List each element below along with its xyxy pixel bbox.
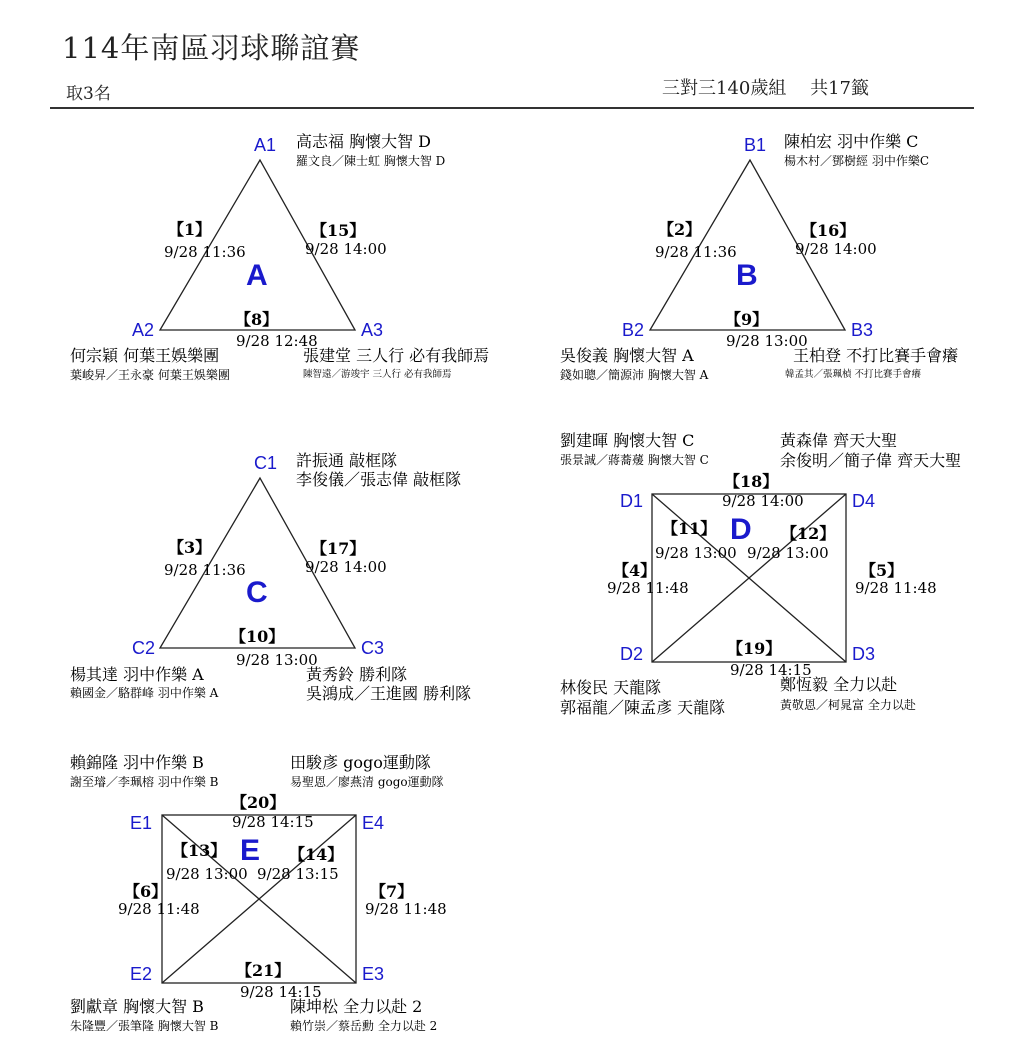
team-e4-name: 田駿彥 gogo運動隊 xyxy=(290,753,431,772)
match-number: 【20】 xyxy=(231,793,286,812)
vertex-c2-label: C2 xyxy=(132,638,156,658)
vertex-d4-label: D4 xyxy=(852,491,876,511)
vertex-e3-label: E3 xyxy=(362,964,385,984)
group-d-name: D xyxy=(730,513,752,546)
team-a2-name: 何宗穎 何葉王娛樂團 xyxy=(70,346,220,365)
team-e2-name: 劉獻章 胸懷大智 B xyxy=(70,997,204,1016)
match-number: 【11】 xyxy=(662,519,717,538)
match-time: 9/28 13:00 xyxy=(655,544,737,562)
team-c2-name: 楊其達 羽中作樂 A xyxy=(70,665,204,684)
match-number: 【17】 xyxy=(311,539,366,558)
match-time: 9/28 11:36 xyxy=(655,243,737,261)
team-a1-players: 羅文良／陳士虹 胸懷大智 D xyxy=(296,154,446,168)
match-number: 【7】 xyxy=(370,882,414,901)
match-time: 9/28 14:15 xyxy=(240,983,322,1001)
vertex-a3-label: A3 xyxy=(361,320,384,340)
match-number: 【12】 xyxy=(781,524,836,543)
vertex-b1-label: B1 xyxy=(744,135,767,155)
match-number: 【16】 xyxy=(801,221,856,240)
match-number: 【3】 xyxy=(168,538,212,557)
team-d3-players: 黃敬恩／柯晁富 全力以赴 xyxy=(780,698,916,712)
team-c3-name: 黃秀鈴 勝利隊 xyxy=(306,665,408,684)
vertex-a2-label: A2 xyxy=(132,320,155,340)
team-c2-players: 賴國金／駱群峰 羽中作樂 A xyxy=(70,686,219,700)
team-e1-players: 謝至璿／李珮榕 羽中作樂 B xyxy=(70,775,219,789)
match-number: 【6】 xyxy=(124,882,168,901)
team-a1-name: 高志福 胸懷大智 D xyxy=(296,132,432,151)
team-b2-name: 吳俊義 胸懷大智 A xyxy=(560,346,694,365)
match-time: 9/28 14:00 xyxy=(305,240,387,258)
vertex-b3-label: B3 xyxy=(851,320,874,340)
vertex-a1-label: A1 xyxy=(254,135,277,155)
match-number: 【4】 xyxy=(613,561,657,580)
match-time: 9/28 13:00 xyxy=(166,865,248,883)
match-time: 9/28 11:48 xyxy=(855,579,937,597)
match-number: 【19】 xyxy=(727,639,782,658)
match-number: 【18】 xyxy=(724,472,779,491)
match-number: 【13】 xyxy=(172,841,227,860)
team-b1-name: 陳柏宏 羽中作樂 C xyxy=(784,132,919,151)
match-time: 9/28 11:48 xyxy=(365,900,447,918)
page-title: 114年南區羽球聯誼賽 xyxy=(62,31,361,65)
vertex-e4-label: E4 xyxy=(362,813,385,833)
team-e3-players: 賴竹崇／蔡岳勳 全力以赴 2 xyxy=(290,1019,438,1033)
match-time: 9/28 13:00 xyxy=(726,332,808,350)
division-info: 三對三140歲組 共17籤 xyxy=(662,78,869,99)
team-a2-players: 葉峻昇／王永豪 何葉王娛樂團 xyxy=(70,368,230,382)
group-b-name: B xyxy=(736,259,758,292)
match-time: 9/28 13:00 xyxy=(236,651,318,669)
match-time: 9/28 13:00 xyxy=(747,544,829,562)
team-c1-players: 李俊儀／張志偉 敲框隊 xyxy=(296,470,462,489)
match-time: 9/28 14:15 xyxy=(232,813,314,831)
group-a-name: A xyxy=(246,259,268,292)
vertex-d1-label: D1 xyxy=(620,491,644,511)
team-b3-players: 韓孟其／張珮楨 不打比賽手會癢 xyxy=(785,369,922,380)
match-time: 9/28 11:48 xyxy=(118,900,200,918)
vertex-e1-label: E1 xyxy=(130,813,153,833)
team-e1-name: 賴錦隆 羽中作樂 B xyxy=(70,753,204,772)
match-time: 9/28 12:48 xyxy=(236,332,318,350)
vertex-d2-label: D2 xyxy=(620,644,644,664)
team-a3-players: 陳智遠／游竣宇 三人行 必有我師焉 xyxy=(303,369,452,380)
match-time: 9/28 11:36 xyxy=(164,243,246,261)
match-number: 【9】 xyxy=(725,310,769,329)
team-d2-players: 郭福龍／陳孟彥 天龍隊 xyxy=(560,698,726,717)
match-number: 【21】 xyxy=(236,961,291,980)
team-b3-name: 王柏登 不打比賽手會癢 xyxy=(793,346,959,365)
match-time: 9/28 14:00 xyxy=(795,240,877,258)
team-d3-name: 鄭恆毅 全力以赴 xyxy=(780,675,898,694)
match-number: 【5】 xyxy=(860,561,904,580)
match-time: 9/28 13:15 xyxy=(257,865,339,883)
vertex-c3-label: C3 xyxy=(361,638,385,658)
match-time: 9/28 14:00 xyxy=(305,558,387,576)
team-d1-players: 張景誠／蔣蕎蕿 胸懷大智 C xyxy=(560,453,709,467)
match-number: 【14】 xyxy=(289,845,344,864)
match-number: 【1】 xyxy=(168,220,212,239)
match-number: 【15】 xyxy=(311,221,366,240)
team-b1-players: 楊木村／鄧樹經 羽中作樂C xyxy=(784,154,929,168)
group-c-name: C xyxy=(246,576,268,609)
team-b2-players: 錢如聰／簡源沛 胸懷大智 A xyxy=(560,368,709,382)
match-number: 【8】 xyxy=(235,310,279,329)
rank-note: 取3名 xyxy=(66,84,111,104)
team-c3-players: 吳鴻成／王進國 勝利隊 xyxy=(306,684,472,703)
match-time: 9/28 11:36 xyxy=(164,561,246,579)
match-time: 9/28 14:15 xyxy=(730,661,812,679)
team-d2-name: 林俊民 天龍隊 xyxy=(560,678,662,697)
match-number: 【10】 xyxy=(230,627,285,646)
team-d4-players: 余俊明／簡子偉 齊天大聖 xyxy=(780,451,962,470)
team-e4-players: 易聖恩／廖燕清 gogo運動隊 xyxy=(290,775,444,789)
team-c1-name: 許振通 敲框隊 xyxy=(296,451,398,470)
match-number: 【2】 xyxy=(658,220,702,239)
vertex-b2-label: B2 xyxy=(622,320,645,340)
vertex-c1-label: C1 xyxy=(254,453,278,473)
match-time: 9/28 11:48 xyxy=(607,579,689,597)
team-e3-name: 陳坤松 全力以赴 2 xyxy=(290,997,423,1016)
team-a3-name: 張建堂 三人行 必有我師焉 xyxy=(303,346,490,365)
team-d4-name: 黃森偉 齊天大聖 xyxy=(780,431,898,450)
vertex-e2-label: E2 xyxy=(130,964,153,984)
match-time: 9/28 14:00 xyxy=(722,492,804,510)
team-e2-players: 朱隆豐／張筆隆 胸懷大智 B xyxy=(70,1019,219,1033)
group-e-name: E xyxy=(240,834,261,867)
vertex-d3-label: D3 xyxy=(852,644,876,664)
team-d1-name: 劉建暉 胸懷大智 C xyxy=(560,431,695,450)
